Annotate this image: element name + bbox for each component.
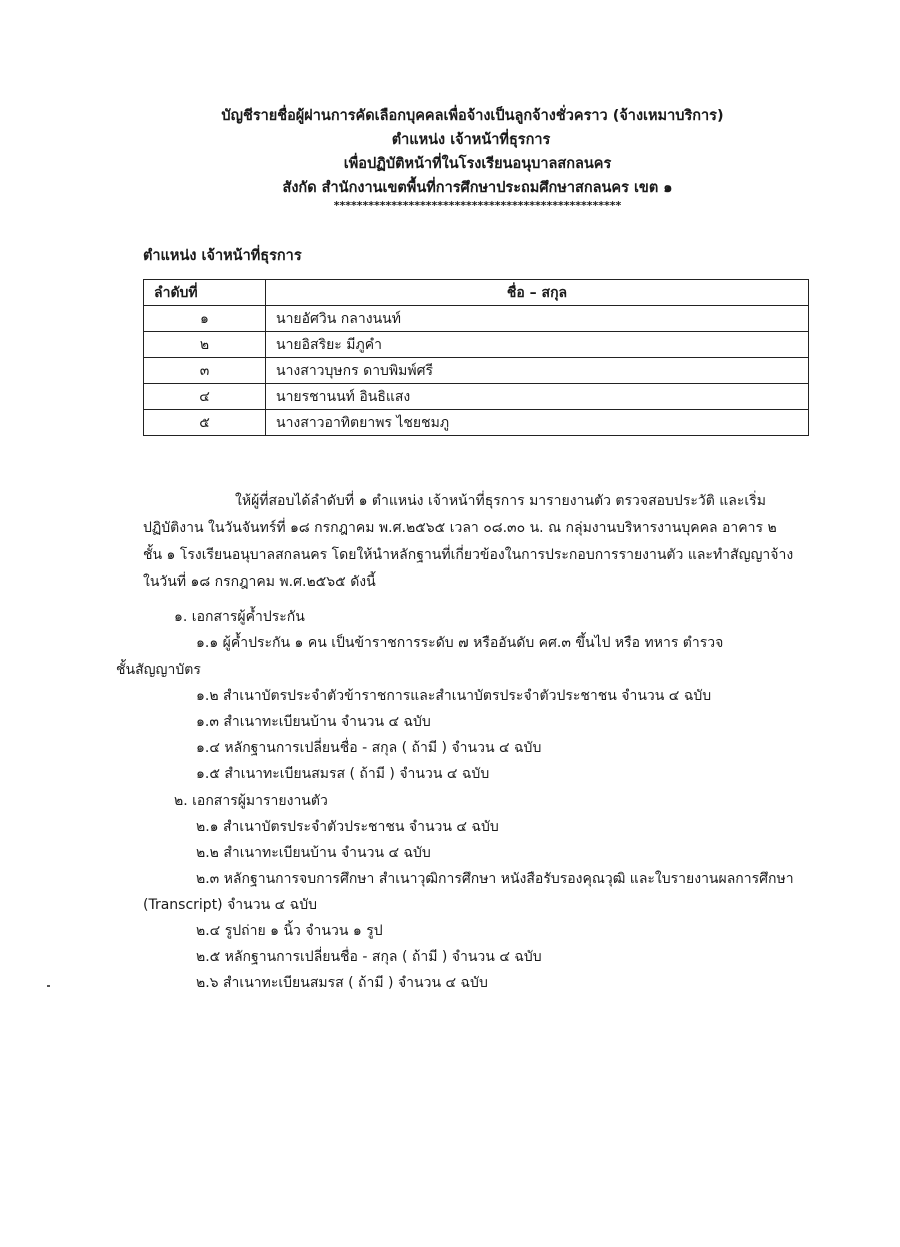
row-number: ๕ xyxy=(144,410,266,436)
table-row xyxy=(144,410,809,436)
row-name: นายอิสริยะ มีภูคำ xyxy=(266,332,809,358)
document-header xyxy=(0,104,900,212)
scan-speck xyxy=(47,985,50,987)
list-item: ๑.๓ สำเนาทะเบียนบ้าน จำนวน ๔ ฉบับ xyxy=(196,714,431,730)
header-school: เพื่อปฏิบัติหน้าที่ในโรงเรียนอนุบาลสกลนคร xyxy=(343,156,612,172)
paragraph-line: ปฏิบัติงาน ในวันจันทร์ที่ ๑๘ กรกฎาคม พ.ศ.๒๕๖๕ เวลา ๐๘.๓๐ น. ณ กลุ่มงานบริหารงานบุคคล อาคาร ๒ xyxy=(143,520,777,536)
header-affiliation: สังกัด สำนักงานเขตพื้นที่การศึกษาประถมศึกษาสกลนคร เขต ๑ xyxy=(282,180,673,196)
list-item: ๑.๑ ผู้ค้ำประกัน ๑ คน เป็นข้าราชการระดับ ๗ หรืออันดับ คศ.๓ ขึ้นไป หรือ ทหาร ตำรวจ xyxy=(196,635,724,651)
section-label: ตำแหน่ง เจ้าหน้าที่ธุรการ xyxy=(143,248,302,264)
table-header-row xyxy=(144,280,809,306)
row-name: นายรชานนท์ อินธิแสง xyxy=(266,384,809,410)
list-item: ๑.๕ สำเนาทะเบียนสมรส ( ถ้ามี ) จำนวน ๔ ฉบับ xyxy=(196,766,490,782)
row-number: ๒ xyxy=(144,332,266,358)
list-item: ๑.๒ สำเนาบัตรประจำตัวข้าราชการและสำเนาบัตรประจำตัวประชาชน จำนวน ๔ ฉบับ xyxy=(196,688,712,704)
table-row xyxy=(144,332,809,358)
paragraph-line: ชั้น ๑ โรงเรียนอนุบาลสกลนคร โดยให้นำหลักฐานที่เกี่ยวข้องในการประกอบการรายงานตัว และทำสัญญาจ้าง xyxy=(143,547,794,563)
paragraph-line: ให้ผู้ที่สอบได้ลำดับที่ ๑ ตำแหน่ง เจ้าหน้าที่ธุรการ มารายงานตัว ตรวจสอบประวัติ และเริ่ม xyxy=(235,493,766,509)
list-item-continuation: ชั้นสัญญาบัตร xyxy=(116,662,201,678)
list-item: ๒.๕ หลักฐานการเปลี่ยนชื่อ - สกุล ( ถ้ามี ) จำนวน ๔ ฉบับ xyxy=(196,949,542,965)
table-row xyxy=(144,358,809,384)
list-item: ๒.๒ สำเนาทะเบียนบ้าน จำนวน ๔ ฉบับ xyxy=(196,845,431,861)
instruction-paragraph xyxy=(143,488,813,596)
list-item: ๒.๖ สำเนาทะเบียนสมรส ( ถ้ามี ) จำนวน ๔ ฉบับ xyxy=(196,975,488,991)
list-item: ๒.๓ หลักฐานการจบการศึกษา สำเนาวุฒิการศึกษา หนังสือรับรองคุณวุฒิ และใบรายงานผลการศึกษา xyxy=(196,871,794,887)
row-name: นางสาวอาทิตยาพร ไชยชมภู xyxy=(266,410,809,436)
paragraph-line: ในวันที่ ๑๘ กรกฎาคม พ.ศ.๒๕๖๕ ดังนี้ xyxy=(143,574,376,590)
table-row xyxy=(144,384,809,410)
row-number: ๑ xyxy=(144,306,266,332)
header-title: บัญชีรายชื่อผู้ผ่านการคัดเลือกบุคคลเพื่อจ้างเป็นลูกจ้างชั่วคราว (จ้างเหมาบริการ) xyxy=(221,108,724,124)
list-heading-guarantor: ๑. เอกสารผู้ค้ำประกัน xyxy=(174,609,305,625)
column-header-name: ชื่อ – สกุล xyxy=(266,280,809,306)
list-item: ๒.๑ สำเนาบัตรประจำตัวประชาชน จำนวน ๔ ฉบับ xyxy=(196,819,499,835)
list-item: ๒.๔ รูปถ่าย ๑ นิ้ว จำนวน ๑ รูป xyxy=(196,923,383,939)
list-heading-reporter: ๒. เอกสารผู้มารายงานตัว xyxy=(174,793,328,809)
table-row xyxy=(144,306,809,332)
candidate-table xyxy=(143,279,809,436)
row-name: นายอัศวิน กลางนนท์ xyxy=(266,306,809,332)
row-name: นางสาวบุษกร ดาบพิมพ์ศรี xyxy=(266,358,809,384)
row-number: ๔ xyxy=(144,384,266,410)
header-separator: ************************************************** xyxy=(333,199,622,212)
list-item-continuation: (Transcript) จำนวน ๔ ฉบับ xyxy=(143,897,317,913)
column-header-order: ลำดับที่ xyxy=(144,280,266,306)
list-item: ๑.๔ หลักฐานการเปลี่ยนชื่อ - สกุล ( ถ้ามี ) จำนวน ๔ ฉบับ xyxy=(196,740,542,756)
row-number: ๓ xyxy=(144,358,266,384)
header-position: ตำแหน่ง เจ้าหน้าที่ธุรการ xyxy=(391,132,551,148)
